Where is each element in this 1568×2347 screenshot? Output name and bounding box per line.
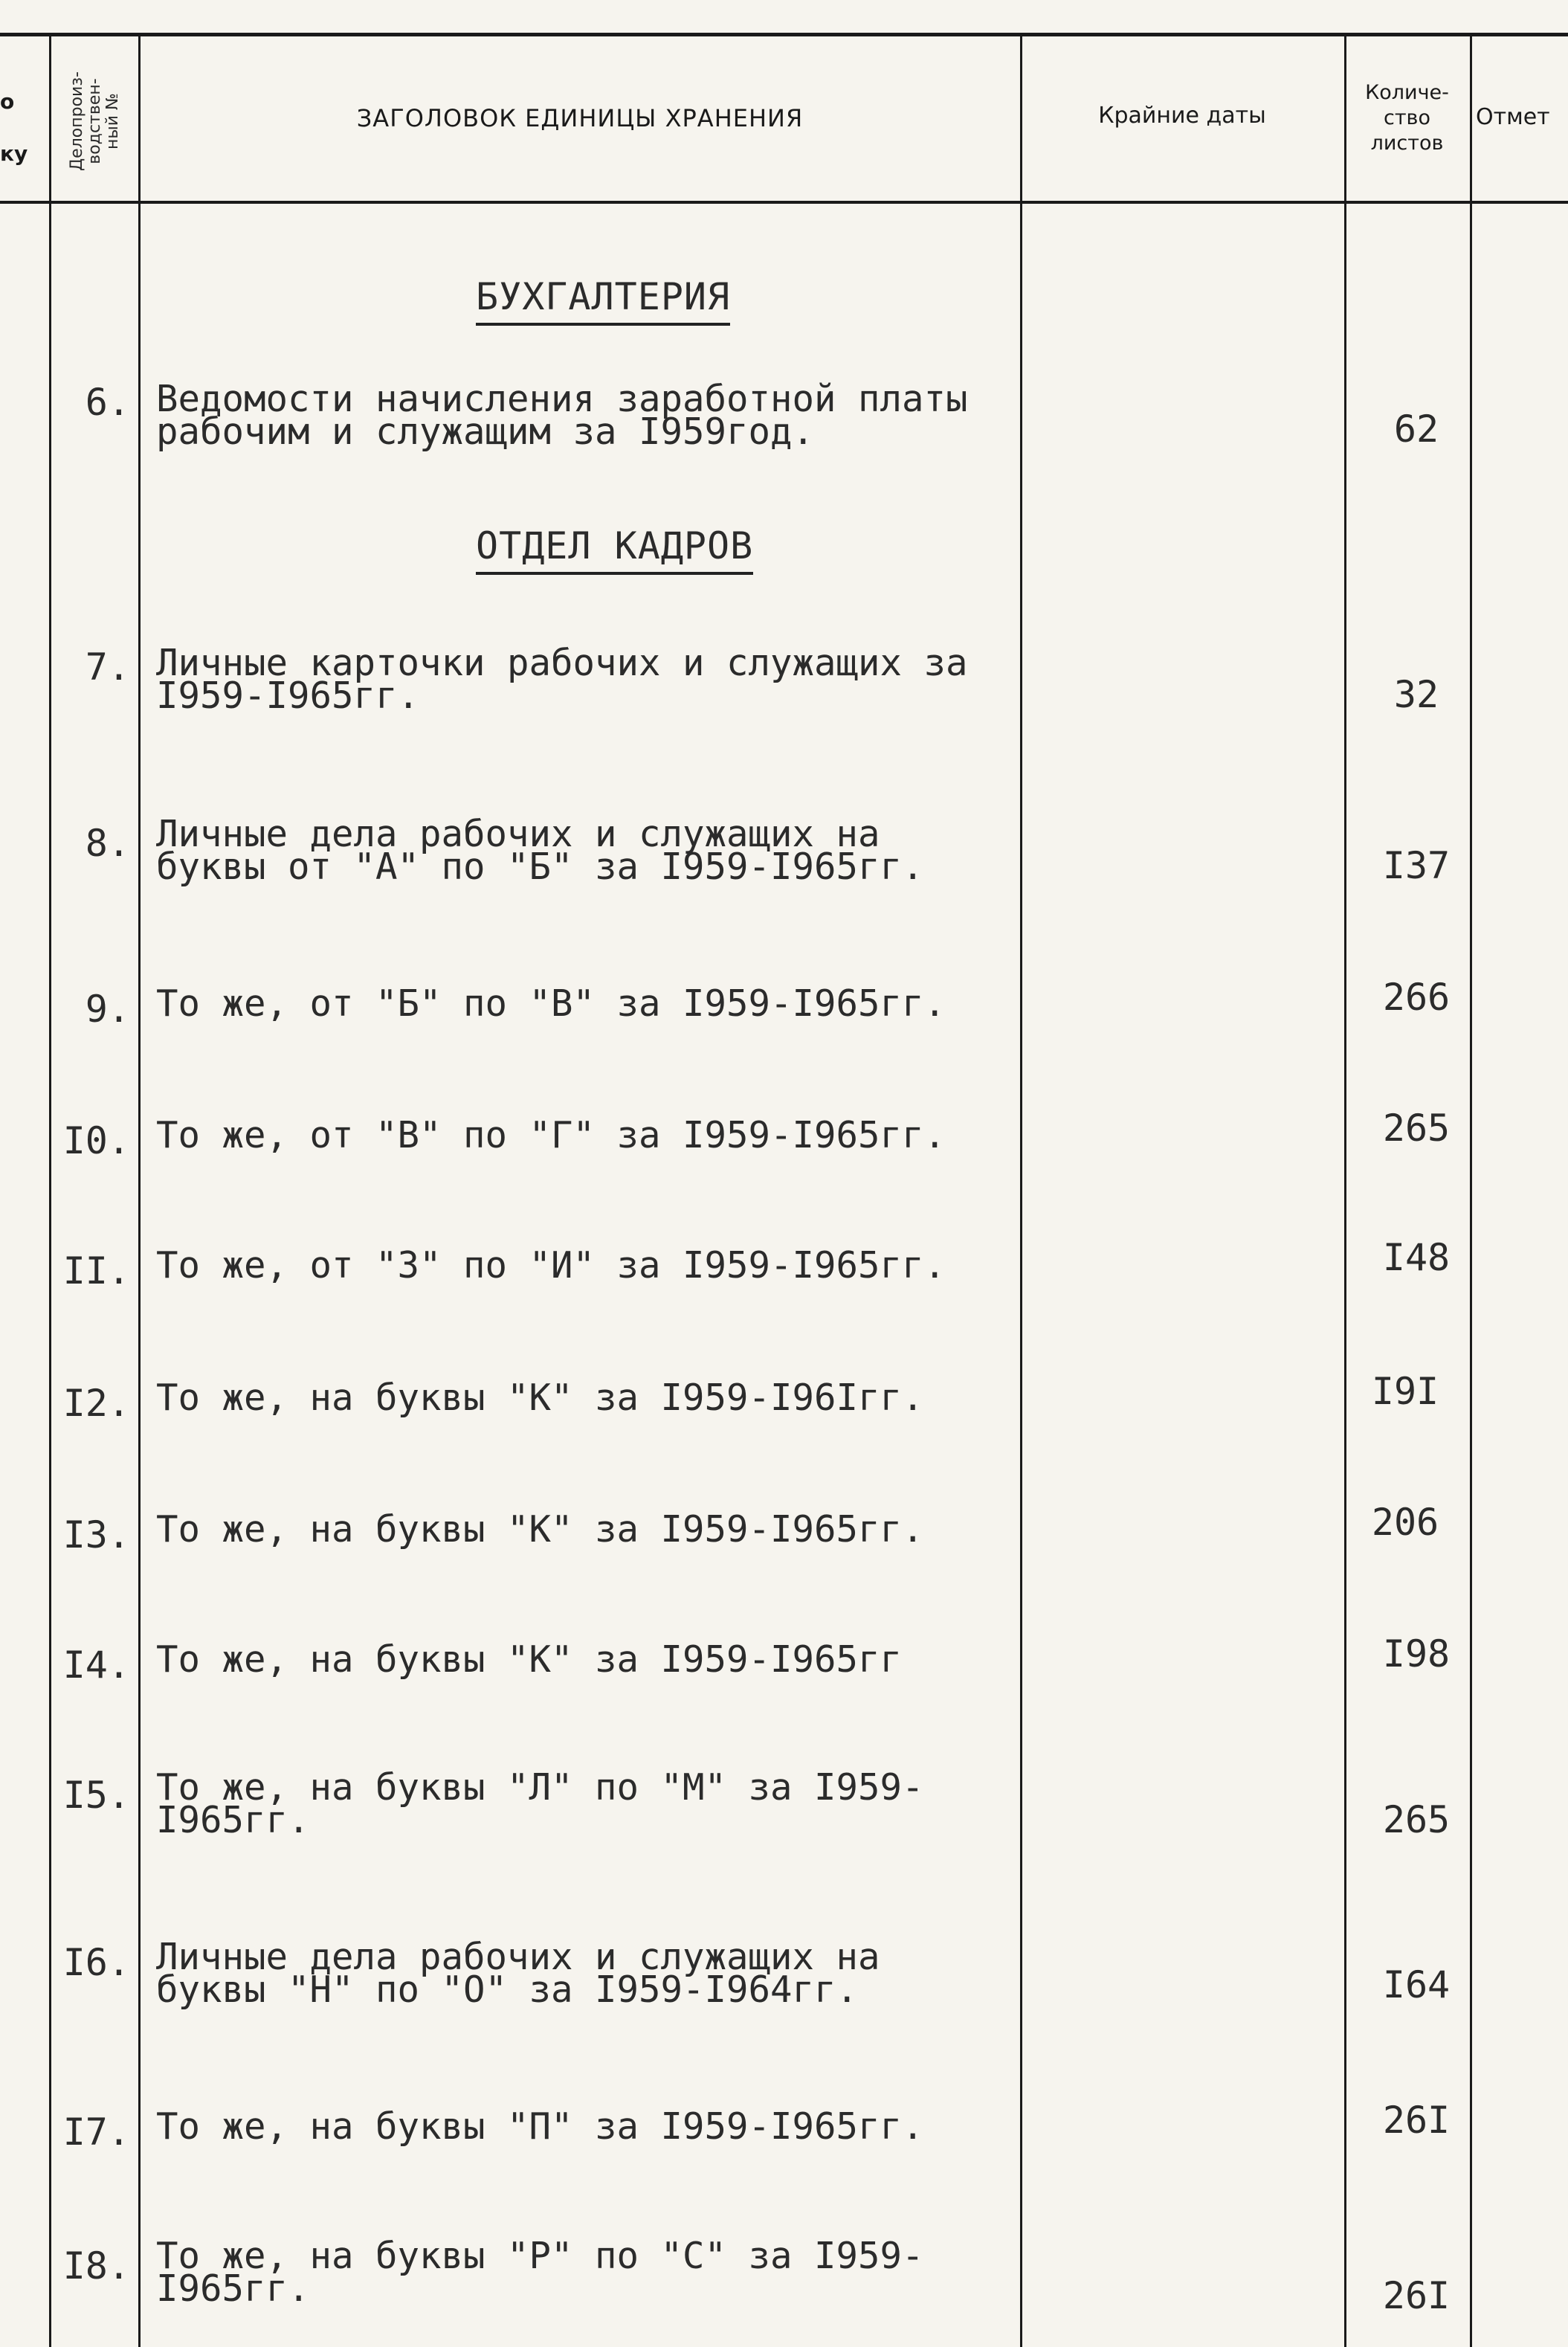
row-number: 6. [85,381,130,424]
row-sheet-count: I37 [1382,844,1451,887]
row-sheet-count: 265 [1382,1798,1451,1841]
row-number: I8. [62,2244,130,2288]
column-divider-title [1020,34,1022,2347]
header-top-rule [0,33,1568,36]
row-title: Ведомости начисления заработной платы рабочим и служащим за I959год. [156,378,968,453]
row-sheet-count: 265 [1382,1107,1451,1150]
row-number: I7. [62,2111,130,2154]
header-bottom-rule [0,201,1568,204]
row-number: 8. [85,822,130,865]
row-title: То же, от "В" по "Г" за I959-I965гг. [156,1114,946,1156]
row-number: I5. [62,1774,130,1817]
column-divider-delo [138,34,141,2347]
row-sheet-count: I64 [1382,1963,1451,2006]
row-title: Личные дела рабочих и служащих на буквы "Н" по "О" за I959-I964гг. [156,1936,880,2011]
header-title-label: ЗАГОЛОВОК ЕДИНИЦЫ ХРАНЕНИЯ [356,104,804,132]
row-title: То же, на буквы "К" за I959-I965гг [156,1638,903,1681]
row-title: То же, на буквы "Л" по "М" за I959- I965гг. [156,1766,924,1841]
row-title: Личные карточки рабочих и служащих за I959-I965гг. [156,642,968,717]
header-dates-label: Крайние даты [1098,103,1266,129]
header-note-label: Отмет [1476,104,1550,130]
row-sheet-count: 26I [1382,2099,1451,2142]
section-heading-accounting: БУХГАЛТЕРИЯ [476,275,730,326]
row-number: 9. [85,988,130,1031]
section-heading-personnel: ОТДЕЛ КАДРОВ [476,524,753,575]
row-title: Личные дела рабочих и служащих на буквы от "А" по "Б" за I959-I965гг. [156,813,924,888]
row-number: I2. [62,1382,130,1425]
header-delo-cell [52,43,138,199]
row-number: I3. [62,1513,130,1556]
row-sheet-count: I98 [1382,1632,1451,1675]
row-number: I0. [62,1119,130,1162]
row-sheet-count: I9I [1371,1370,1439,1413]
row-title: То же, на буквы "Р" по "С" за I959- I965гг. [156,2235,924,2310]
header-delo-label: Делопроиз- водствен- ный № [67,71,122,171]
row-sheet-count: 62 [1393,408,1439,451]
header-left-fragment-bottom: ку [0,141,28,166]
header-left-fragment-top: о [0,89,15,114]
row-sheet-count: 26I [1382,2274,1451,2317]
row-title: То же, на буквы "К" за I959-I965гг. [156,1508,924,1551]
row-number: I6. [62,1941,130,1984]
row-number: 7. [85,645,130,689]
header-count-label: Количе- ство листов [1365,81,1449,155]
row-title: То же, на буквы "П" за I959-I965гг. [156,2105,924,2148]
row-sheet-count: 266 [1382,976,1451,1019]
row-sheet-count: 32 [1393,673,1439,716]
row-sheet-count: I48 [1382,1236,1451,1279]
row-number: II. [62,1249,130,1292]
column-divider-dates [1344,34,1346,2347]
row-title: То же, от "З" по "И" за I959-I965гг. [156,1244,946,1287]
row-number: I4. [62,1643,130,1687]
row-title: То же, от "Б" по "В" за I959-I965гг. [156,982,946,1025]
row-title: То же, на буквы "К" за I959-I96Iгг. [156,1377,924,1419]
row-sheet-count: 206 [1371,1501,1439,1544]
